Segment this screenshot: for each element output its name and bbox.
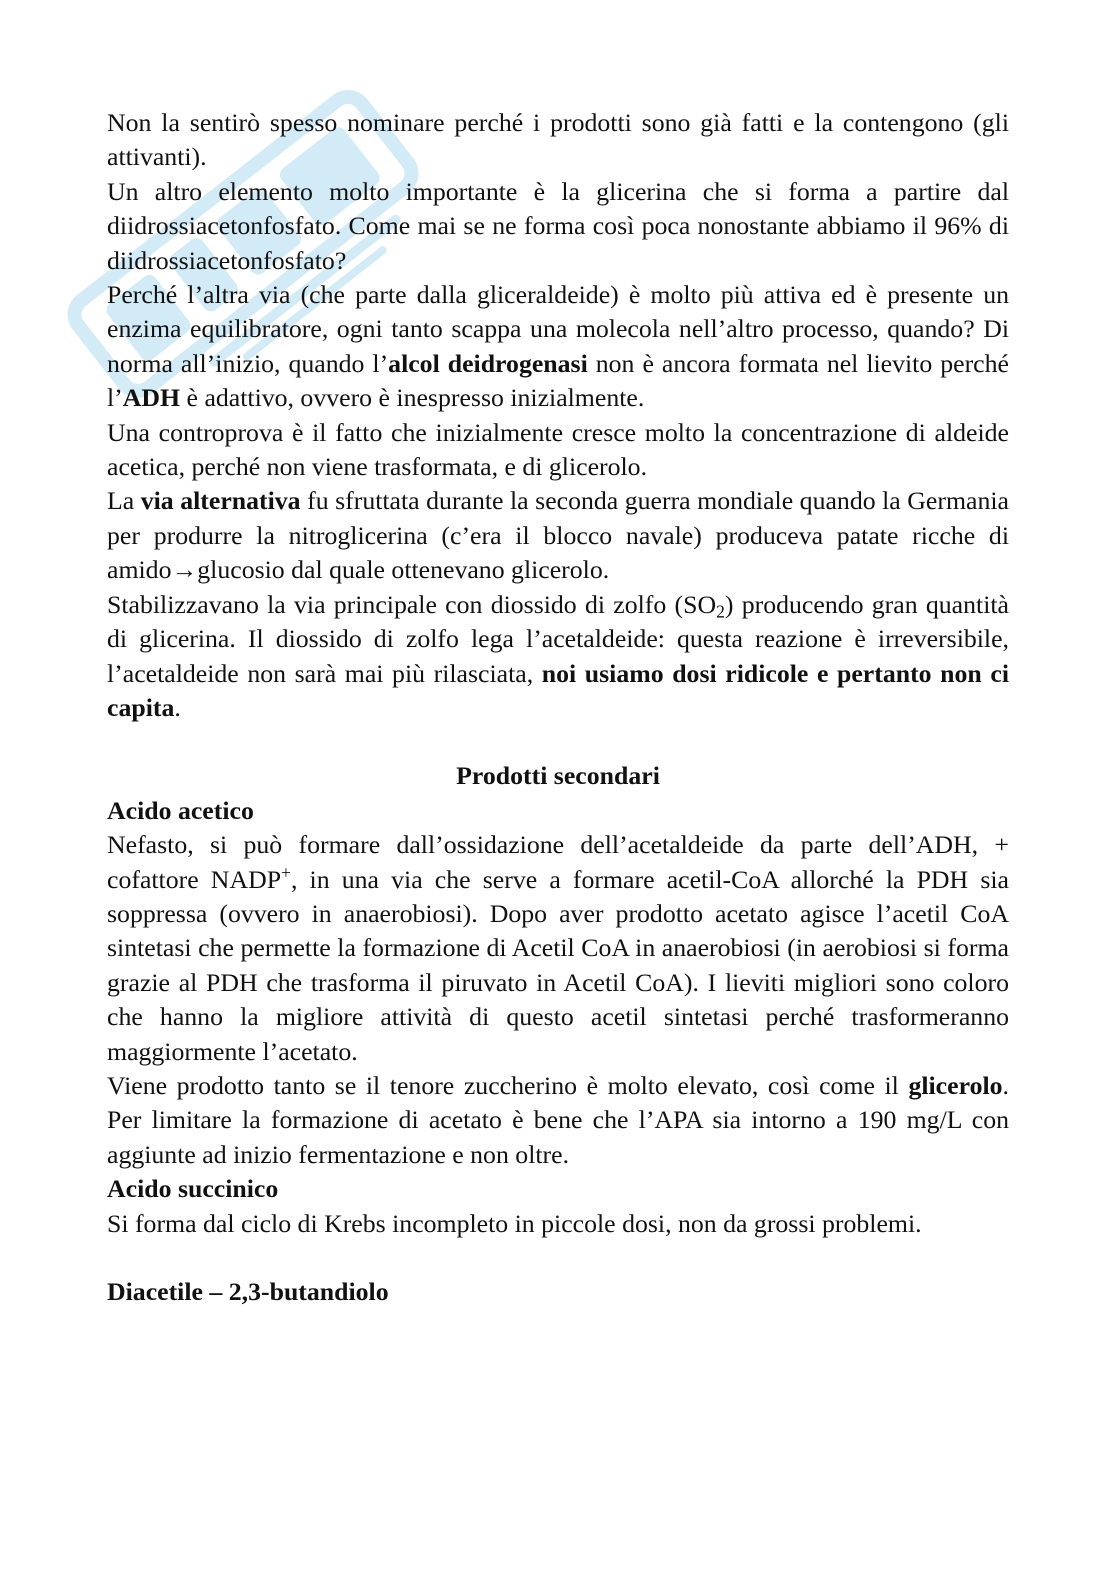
spacer [107,1241,1009,1275]
heading-acido-acetico: Acido acetico [107,795,254,825]
paragraph-krebs: Si forma dal ciclo di Krebs incompleto in piccole dosi, non da grossi problemi. [107,1208,922,1238]
paragraph-altra-via: Perché l’altra via (che parte dalla gliceraldeide) è molto più attiva ed è presente un enzima equilibratore, ogni tanto scappa una molecola nell’altro processo, quando? Di norma all’inizio, quando l’alcol deidrogenasi non è ancora formata nel lievito perché l’ADH è adattivo, ovvero è inespresso inizialmente. [107,280,1009,413]
term-alcol-deidrogenasi: alcol deidrogenasi [388,348,588,378]
paragraph-controprova: Una controprova è il fatto che inizialmente cresce molto la concentrazione di aldeide acetica, perché non viene trasformata, e di glicerolo. [107,417,1009,482]
heading-diacetile: Diacetile – 2,3-butandiolo [107,1277,389,1306]
term-dosi-ridicole: noi usiamo dosi ridicole e pertanto non ci capita [107,658,1009,722]
document-page [107,106,1009,1309]
term-glicerolo: glicerolo [908,1070,1003,1100]
section-title: Prodotti secondari [456,761,660,791]
paragraph-via-alternativa: La via alternativa fu sfruttata durante la seconda guerra mondiale quando la Germania per produrre la nitroglicerina (c’era il blocco navale) produceva patate ricche di amido→glucosio dal quale ottenevano glicerolo. [107,486,1009,585]
term-via-alternativa: via alternativa [140,486,301,516]
paragraph-diossido-zolfo: Stabilizzavano la via principale con diossido di zolfo $(SO_2)$ producendo gran quantità di glicerina. Il diossido di zolfo lega l’acetaldeide: questa reazione è irreversibile, l’acetaldeide non sarà mai più rilasciata, noi usiamo dosi ridicole e pertanto non ci capita. [107,589,1009,722]
paragraph-attivanti: Non la sentirò spesso nominare perché i prodotti sono già fatti e la contengono (gli attivanti). [107,108,1009,172]
term-adh: ADH [122,383,181,413]
paragraph-nefasto: Nefasto, si può formare dall’ossidazione dell’acetaldeide da parte dell’ADH, + cofattore NADP+, in una via che serve a formare acetil-CoA allorché la PDH sia soppressa (ovvero in anaerobiosi). Dopo aver prodotto acetato agisce l’acetil CoA sintetasi che permette la formazione di Acetil CoA in anaerobiosi (in aerobiosi si forma grazie al PDH che trasforma il piruvato in Acetil CoA). I lieviti migliori sono coloro che hanno la migliore attività di questo acetil sintetasi perché trasformeranno maggiormente l’acetato. [107,830,1009,1066]
heading-acido-succinico: Acido succinico [107,1174,279,1204]
spacer [107,725,1009,759]
paragraph-tenore-zuccherino: Viene prodotto tanto se il tenore zuccherino è molto elevato, così come il glicerolo. Per limitare la formazione di acetato è bene che l’APA sia intorno a 190 mg/L con aggiunte ad inizio fermentazione e non oltre. [107,1070,1009,1169]
paragraph-glicerina: Un altro elemento molto importante è la glicerina che si forma a partire dal diidrossiacetonfosfato. Come mai se ne forma così poca nonostante abbiamo il 96% di diidrossiacetonfosfato? [107,176,1009,275]
